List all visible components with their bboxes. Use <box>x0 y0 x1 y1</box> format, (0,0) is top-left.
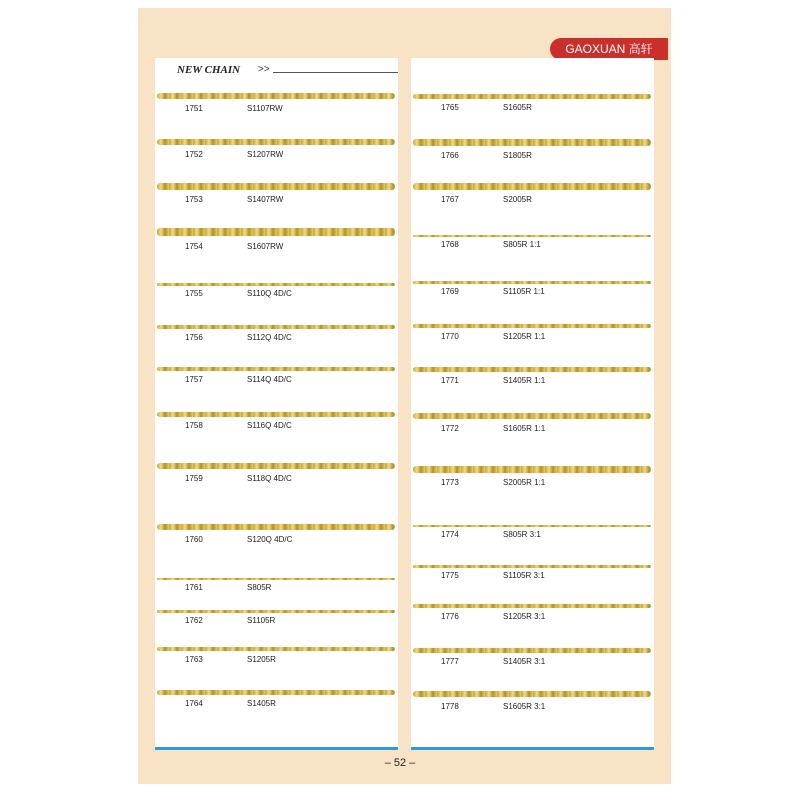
item-model: S1105R <box>247 616 276 625</box>
item-model: S1605R 3:1 <box>503 702 546 711</box>
chain-image <box>157 367 395 371</box>
chain-item <box>411 642 654 682</box>
chain-item <box>155 88 398 128</box>
item-model: S1405R 1:1 <box>503 376 546 385</box>
item-code: 1775 <box>441 571 459 580</box>
chain-item <box>155 276 398 316</box>
chain-item <box>155 519 398 559</box>
chain-image <box>157 183 395 190</box>
chain-image <box>413 324 651 328</box>
item-code: 1777 <box>441 657 459 666</box>
chain-item <box>155 641 398 681</box>
item-model: S1205R <box>247 655 276 664</box>
chain-item <box>155 224 398 264</box>
chain-image <box>413 413 651 419</box>
item-code: 1770 <box>441 332 459 341</box>
chain-image <box>413 235 651 237</box>
item-code: 1763 <box>185 655 203 664</box>
item-code: 1754 <box>185 242 203 251</box>
chain-image <box>413 466 651 473</box>
chain-item <box>411 178 654 218</box>
chain-item <box>411 686 654 726</box>
item-model: S1805R <box>503 151 532 160</box>
chain-item <box>155 178 398 218</box>
chain-image <box>413 367 651 372</box>
item-code: 1773 <box>441 478 459 487</box>
chain-image <box>413 604 651 608</box>
chain-image <box>413 183 651 190</box>
item-model: S1605R <box>503 103 532 112</box>
chain-image <box>157 228 395 236</box>
item-model: S2005R 1:1 <box>503 478 546 487</box>
chain-image <box>413 94 651 99</box>
column-bottom-rule <box>155 747 398 750</box>
chain-item <box>411 518 654 558</box>
chain-image <box>157 325 395 329</box>
item-model: S1105R 3:1 <box>503 571 545 580</box>
chain-image <box>157 578 395 580</box>
chain-image <box>157 283 395 286</box>
chain-image <box>157 412 395 417</box>
section-title: NEW CHAIN <box>177 64 241 76</box>
item-code: 1753 <box>185 195 203 204</box>
item-code: 1776 <box>441 612 459 621</box>
chain-item <box>155 458 398 498</box>
item-model: S120Q 4D/C <box>247 535 293 544</box>
item-code: 1762 <box>185 616 203 625</box>
item-model: S110Q 4D/C <box>247 289 292 298</box>
chain-item <box>411 318 654 358</box>
chain-image <box>157 647 395 651</box>
item-code: 1760 <box>185 535 203 544</box>
item-code: 1751 <box>185 104 203 113</box>
item-code: 1772 <box>441 424 459 433</box>
chain-image <box>157 524 395 530</box>
item-code: 1765 <box>441 103 459 112</box>
item-code: 1778 <box>441 702 459 711</box>
item-model: S1205R 1:1 <box>503 332 546 341</box>
chain-item <box>155 134 398 174</box>
item-model: S1405R <box>247 699 276 708</box>
item-code: 1756 <box>185 333 203 342</box>
chain-image <box>413 565 651 568</box>
left-column <box>155 58 398 750</box>
chain-item <box>155 603 398 643</box>
item-model: S1607RW <box>247 242 284 251</box>
item-model: S1107RW <box>247 104 283 113</box>
item-code: 1758 <box>185 421 203 430</box>
item-model: S2005R <box>503 195 532 204</box>
title-rule <box>273 72 398 73</box>
chain-item <box>411 134 654 174</box>
item-model: S1605R 1:1 <box>503 424 546 433</box>
chain-item <box>155 319 398 359</box>
item-code: 1774 <box>441 530 459 539</box>
chain-item <box>411 461 654 501</box>
brand-badge: GAOXUAN 高轩 <box>550 38 668 60</box>
section-arrows: >> <box>258 64 270 75</box>
item-model: S116Q 4D/C <box>247 421 292 430</box>
chain-image <box>157 690 395 695</box>
item-model: S1105R 1:1 <box>503 287 545 296</box>
item-code: 1769 <box>441 287 459 296</box>
item-model: S1205R 3:1 <box>503 612 546 621</box>
chain-image <box>157 463 395 469</box>
chain-item <box>155 684 398 724</box>
chain-image <box>413 648 651 653</box>
chain-image <box>157 610 395 613</box>
item-model: S805R <box>247 583 272 592</box>
item-code: 1759 <box>185 474 203 483</box>
column-bottom-rule <box>411 747 654 750</box>
item-code: 1771 <box>441 376 459 385</box>
item-code: 1761 <box>185 583 203 592</box>
chain-item <box>155 361 398 401</box>
item-code: 1764 <box>185 699 203 708</box>
chain-item <box>411 88 654 128</box>
item-model: S805R 3:1 <box>503 530 541 539</box>
chain-item <box>411 274 654 314</box>
chain-item <box>155 406 398 446</box>
item-model: S1407RW <box>247 195 284 204</box>
chain-image <box>413 281 651 284</box>
page-number: – 52 – <box>384 757 416 769</box>
chain-image <box>413 139 651 146</box>
item-code: 1766 <box>441 151 459 160</box>
chain-image <box>413 691 651 697</box>
item-code: 1768 <box>441 240 459 249</box>
item-model: S1405R 3:1 <box>503 657 546 666</box>
item-code: 1767 <box>441 195 459 204</box>
chain-item <box>411 558 654 598</box>
chain-item <box>411 408 654 448</box>
chain-image <box>413 525 651 527</box>
chain-image <box>157 139 395 145</box>
chain-image <box>157 93 395 99</box>
right-column <box>411 58 654 750</box>
item-model: S114Q 4D/C <box>247 375 292 384</box>
item-model: S112Q 4D/C <box>247 333 292 342</box>
item-model: S805R 1:1 <box>503 240 541 249</box>
item-code: 1757 <box>185 375 203 384</box>
chain-item <box>411 228 654 268</box>
item-code: 1755 <box>185 289 203 298</box>
item-model: S118Q 4D/C <box>247 474 292 483</box>
chain-item <box>411 361 654 401</box>
item-model: S1207RW <box>247 150 284 159</box>
chain-item <box>411 598 654 638</box>
item-code: 1752 <box>185 150 203 159</box>
